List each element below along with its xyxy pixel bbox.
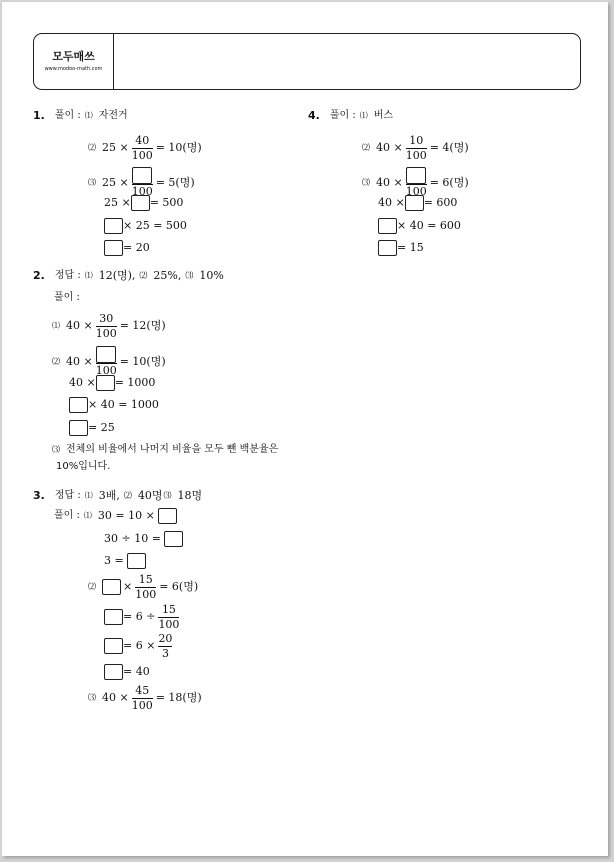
problem-2-answer-line [33,268,224,284]
denominator: 100 [95,364,117,377]
problem-number: 1. [33,109,45,122]
denominator: 100 [405,148,427,162]
problem-2-solution-label [54,290,80,306]
expression: = 40 [123,665,150,678]
solution-label: 풀이 : [54,110,81,121]
expression: × 25 = 500 [123,219,187,232]
fraction [132,684,153,713]
expression: = 18(명) [155,691,202,704]
step-marker: ⑵ [88,582,96,591]
expression: 40 × [376,176,403,189]
blank-box [102,579,121,595]
expression: × 40 = 1000 [88,398,159,411]
problem-2-step-5 [69,420,115,436]
step-marker: ⑶ [362,178,370,187]
problem-1-step-3 [88,168,195,198]
denominator: 100 [131,148,153,162]
problem-2-step-1 [52,311,166,341]
blank-box [69,420,88,436]
expression: = 500 [149,196,184,209]
step-marker: ⑴ [84,271,93,280]
expression: 25 × [102,141,129,154]
blank-box [104,609,123,625]
brand-name: 모두매쓰 [52,50,95,63]
problem-number: 3. [33,489,45,502]
step-marker: ⑵ [139,271,148,280]
step-marker: ⑶ [163,491,172,500]
numerator: 40 [135,133,150,147]
expression: × [123,580,133,593]
problem-number: 2. [33,269,45,282]
step-marker: ⑵ [362,143,370,152]
blank-box [132,167,152,184]
step-marker: ⑵ [123,491,132,500]
blank-box [378,240,397,256]
step-marker: ⑶ [185,271,194,280]
expression: = 4(명) [429,141,469,154]
step-marker: ⑴ [52,321,60,330]
problem-number: 4. [308,109,320,122]
problem-2-step-4 [69,397,159,413]
expression: = 6 × [123,639,156,652]
problem-1-step-2 [88,133,202,163]
answer-value: 10% [199,269,224,282]
problem-4-step-2 [362,133,469,163]
problem-2-step-7 [56,459,110,475]
blank-box [69,397,88,413]
problem-3-step-3 [104,553,146,569]
problem-3-step-8 [88,683,202,713]
numerator: 45 [135,683,150,697]
denominator: 100 [95,326,117,340]
numerator: 20 [158,631,173,645]
problem-4-label-line [308,108,393,124]
expression: 40 × [376,141,403,154]
explanation-text: 전체의 비율에서 나머지 비율을 모두 뺀 백분율은 [66,444,279,455]
brand-logo [34,34,114,89]
blank-box [96,346,116,363]
fraction [158,632,172,661]
answer-text: 자전거 [98,110,128,121]
denominator: 100 [131,698,153,712]
blank-box [104,218,123,234]
numerator: 15 [138,572,153,586]
blank-box [104,240,123,256]
problem-4-step-5 [378,218,461,234]
answer-value: 3배, [98,489,120,502]
blank-box [378,218,397,234]
answer-value: 25%, [153,269,182,282]
solution-label: 풀이 : [54,510,80,521]
problem-3-step-4 [88,572,198,602]
step-marker: ⑴ [84,491,93,500]
worksheet-page [2,2,608,856]
expression: 25 × [104,196,131,209]
answer-value: 40명 [137,489,163,502]
solution-label: 풀이 : [329,110,356,121]
expression: = 6(명) [159,580,199,593]
expression: = 5(명) [155,176,195,189]
answer-label: 정답 : [54,270,81,281]
problem-2-step-3 [69,375,155,391]
step-marker: ⑶ [88,178,96,187]
blank-box [405,195,424,211]
expression: 30 ÷ 10 = [104,532,161,545]
blank-box [158,508,177,524]
expression: = 600 [423,196,458,209]
explanation-text: 10%입니다. [56,461,111,472]
step-marker: ⑶ [52,445,60,454]
expression: = 10(명) [119,355,166,368]
expression: 40 × [66,319,93,332]
problem-3-answer-line [33,488,202,504]
step-marker: ⑴ [359,111,368,120]
answer-label: 정답 : [54,490,81,501]
fraction [96,346,117,378]
expression: 30 = 10 × [97,509,155,522]
brand-url: www.modoo-math.com [44,66,103,72]
expression: 40 × [378,196,405,209]
numerator: 30 [99,311,114,325]
blank-box [127,553,146,569]
expression: = 25 [88,421,115,434]
problem-4-step-6 [378,240,424,256]
expression: 25 × [102,176,129,189]
problem-3-step-6 [104,631,175,661]
denominator: 100 [131,185,153,198]
problem-1-label-line [33,108,128,124]
expression: 40 × [66,355,93,368]
problem-4-step-4 [378,195,457,211]
problem-3-step-2 [104,531,183,547]
fraction [132,134,153,163]
expression: = 20 [123,241,150,254]
problem-3-step-7 [104,664,150,680]
answer-text: 버스 [373,110,394,121]
step-marker: ⑴ [83,511,92,520]
blank-box [406,167,426,184]
step-marker: ⑶ [88,693,96,702]
step-marker: ⑵ [88,143,96,152]
expression: = 15 [397,241,424,254]
blank-box [164,531,183,547]
problem-3-step-1 [54,508,177,524]
expression: = 6(명) [429,176,469,189]
problem-2-step-2 [52,347,166,377]
expression: = 12(명) [119,319,166,332]
answer-value: 18명 [177,489,203,502]
numerator: 10 [409,133,424,147]
expression: = 6 ÷ [123,610,156,623]
blank-box [96,375,115,391]
expression: 40 × [102,691,129,704]
problem-1-step-5 [104,218,187,234]
denominator: 100 [135,587,157,601]
expression: 3 = [104,554,124,567]
denominator: 100 [158,617,180,631]
step-marker: ⑵ [52,357,60,366]
header-box [33,33,581,90]
expression: = 10(명) [155,141,202,154]
problem-3-step-5 [104,602,182,632]
problem-1-step-6 [104,240,150,256]
answer-value: 12(명), [98,269,136,282]
blank-box [131,195,150,211]
blank-box [104,638,123,654]
expression: = 1000 [114,376,156,389]
fraction [406,134,427,163]
denominator: 3 [161,646,169,660]
step-marker: ⑴ [84,111,93,120]
denominator: 100 [405,185,427,198]
blank-box [104,664,123,680]
fraction [135,573,156,602]
numerator: 15 [161,602,176,616]
problem-2-step-6 [52,442,278,458]
expression: × 40 = 600 [397,219,461,232]
fraction [96,312,117,341]
fraction [158,603,179,632]
problem-1-step-4 [104,195,183,211]
solution-label: 풀이 : [54,292,80,303]
expression: 40 × [69,376,96,389]
problem-4-step-3 [362,168,469,198]
